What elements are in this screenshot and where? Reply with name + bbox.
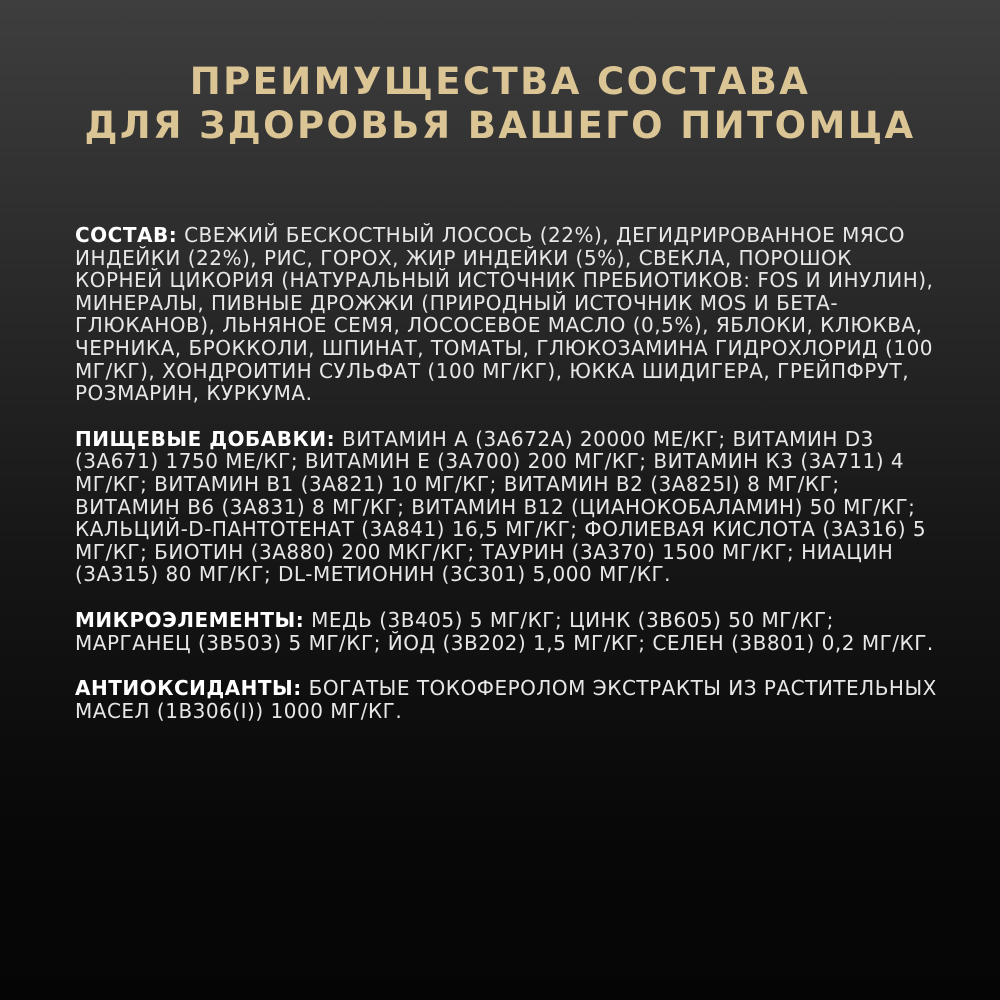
additives-label: ПИЩЕВЫЕ ДОБАВКИ: bbox=[75, 426, 336, 451]
page-title-line-1: ПРЕИМУЩЕСТВА СОСТАВА bbox=[189, 60, 811, 103]
composition-text: СВЕЖИЙ БЕСКОСТНЫЙ ЛОСОСЬ (22%), ДЕГИДРИРОВАННОЕ МЯСО ИНДЕЙКИ (22%), РИС, ГОРОХ, ЖИР ИНДЕЙКИ (5%), СВЕКЛА, ПОРОШОК КОРНЕЙ ЦИКОРИЯ (НАТУРАЛЬНЫЙ ИСТОЧНИК ПРЕБИОТИКОВ: FOS И ИНУЛИН), МИНЕРАЛЫ, ПИВНЫЕ ДРОЖЖИ (ПРИРОДНЫЙ ИСТОЧНИК MOS И БЕТА-ГЛЮКАНОВ), ЛЬНЯНОЕ СЕМЯ, ЛОСОСЕВОЕ МАСЛО (0,5%), ЯБЛОКИ, КЛЮКВА, ЧЕРНИКА, БРОККОЛИ, ШПИНАТ, ТОМАТЫ, ГЛЮКОЗАМИНА ГИДРОХЛОРИД (100 МГ/КГ), ХОНДРОИТИН СУЛЬФАТ (100 МГ/КГ), ЮККА ШИДИГЕРА, ГРЕЙПФРУТ, РОЗМАРИН, КУРКУМА. bbox=[75, 223, 934, 406]
microelements-section bbox=[75, 609, 941, 654]
composition-section bbox=[75, 224, 941, 405]
page-title bbox=[0, 60, 1000, 148]
antioxidants-label: АНТИОКСИДАНТЫ: bbox=[75, 676, 302, 701]
antioxidants-text: БОГАТЫЕ ТОКОФЕРОЛОМ ЭКСТРАКТЫ ИЗ РАСТИТЕЛЬНЫХ МАСЕЛ (1В306(І)) 1000 МГ/КГ. bbox=[75, 676, 937, 723]
microelements-text: МЕДЬ (3В405) 5 МГ/КГ; ЦИНК (3В605) 50 МГ/КГ; МАРГАНЕЦ (3В503) 5 МГ/КГ; ЙОД (3В202) 1,5 МГ/КГ; СЕЛЕН (3В801) 0,2 МГ/КГ. bbox=[75, 607, 934, 655]
additives-section bbox=[75, 428, 941, 586]
additives-text: ВИТАМИН А (3А672А) 20000 МЕ/КГ; ВИТАМИН D3 (3А671) 1750 МЕ/КГ; ВИТАМИН Е (3А700) 200 МГ/КГ; ВИТАМИН К3 (3А711) 4 МГ/КГ; ВИТАМИН В1 (3А821) 10 МГ/КГ; ВИТАМИН В2 (3А825І) 8 МГ/КГ; ВИТАМИН В6 (3А831) 8 МГ/КГ; ВИТАМИН В12 (ЦИАНОКОБАЛАМИН) 50 МГ/КГ; КАЛЬЦИЙ-D-ПАНТОТЕНАТ (3А841) 16,5 МГ/КГ; ФОЛИЕВАЯ КИСЛОТА (3А316) 5 МГ/КГ; БИОТИН (3А880) 200 МКГ/КГ; ТАУРИН (3А370) 1500 МГ/КГ; НИАЦИН (3А315) 80 МГ/КГ; DL-МЕТИОНИН (3С301) 5,000 МГ/КГ. bbox=[75, 426, 927, 587]
ingredients-content bbox=[75, 224, 941, 745]
composition-label: СОСТАВ: bbox=[75, 223, 178, 247]
microelements-label: МИКРОЭЛЕМЕНТЫ: bbox=[75, 607, 305, 632]
antioxidants-section bbox=[75, 677, 941, 722]
page-title-line-2: ДЛЯ ЗДОРОВЬЯ ВАШЕГО ПИТОМЦА bbox=[84, 104, 916, 147]
